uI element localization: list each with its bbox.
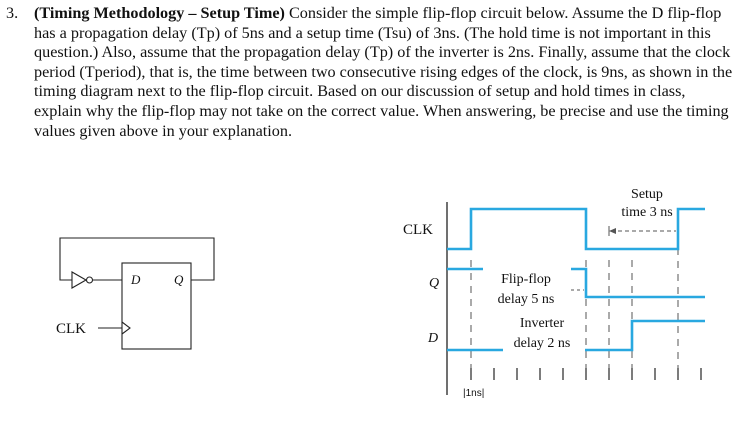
timing-d-label: D <box>428 331 439 346</box>
circuit-clk-label: CLK <box>56 321 86 337</box>
time-axis-ticks <box>471 368 701 380</box>
question-block <box>6 4 734 141</box>
setup-label-line1: Setup <box>631 187 663 202</box>
timing-clk-label: CLK <box>403 222 433 238</box>
inv-delay-line2: delay 2 ns <box>513 336 571 351</box>
ff-q-label: Q <box>174 272 184 287</box>
scale-label: |1ns| <box>463 388 485 399</box>
setup-label-line2: time 3 ns <box>621 205 673 220</box>
ff-delay-line2: delay 5 ns <box>497 292 555 307</box>
timing-q-label: Q <box>429 276 440 291</box>
question-body <box>34 4 734 141</box>
ff-d-label: D <box>131 272 141 287</box>
inverter-bubble-icon <box>87 277 93 283</box>
flip-flop-circuit <box>50 228 220 378</box>
inv-delay-line1: Inverter <box>519 316 565 331</box>
setup-arrowhead-icon <box>609 228 616 234</box>
timing-diagram <box>395 182 725 414</box>
question-title: (Timing Methodology – Setup Time) <box>34 4 285 22</box>
inverter-icon <box>72 272 86 288</box>
question-number: 3. <box>6 4 19 22</box>
question-text: Consider the simple flip-flop circuit below. Assume the D flip-flop has a propagation delay (Tp) of 5ns and a setup time (Tsu) of 3ns. (The hold time is not important in this question.) Also, assume that the propagation delay (Tp) of the inverter is 2ns. Finally, assume that the clock period (Tperiod), that is, the time between two consecutive rising edges of the clock, is 9ns, as shown in the timing diagram next to the flip-flop circuit. Based on our discussion of setup and hold times in class, explain why the flip-flop may not take on the correct value. When answering, be precise and use the timing values given above in your explanation. <box>34 4 733 140</box>
ff-delay-line1: Flip-flop <box>501 272 551 287</box>
